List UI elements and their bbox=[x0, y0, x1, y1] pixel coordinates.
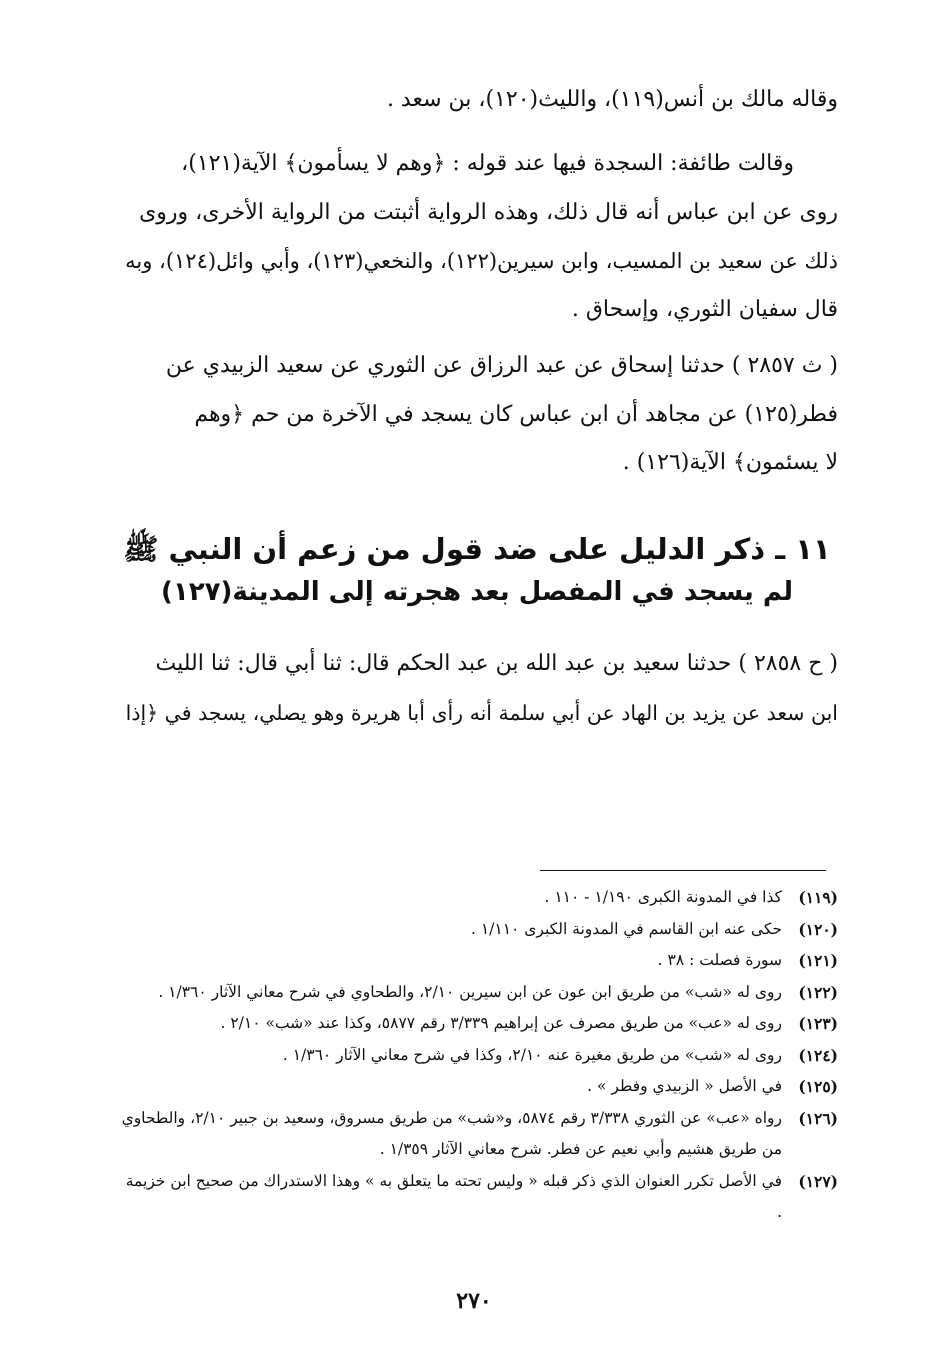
footnote-item bbox=[116, 914, 838, 946]
footnote-item bbox=[116, 945, 838, 977]
paragraph-line: روى عن ابن عباس أنه قال ذلك، وهذه الرواية أثبتت من الرواية الأخرى، وروى bbox=[139, 199, 838, 225]
page-number: ٢٧٠ bbox=[456, 1288, 492, 1314]
footnote-number: (١٢٠) bbox=[798, 919, 838, 939]
footnote-text: روى له «شب» من طريق مغيرة عنه ٢/١٠، وكذا في شرح معاني الآثار ١/٣٦٠ . bbox=[282, 1045, 782, 1064]
footnote-text: روى له «شب» من طريق ابن عون عن ابن سيرين ٢/١٠، والطحاوي في شرح معاني الآثار ١/٣٦٠ . bbox=[158, 982, 782, 1001]
section-heading bbox=[116, 526, 838, 612]
footnote-text: كذا في المدونة الكبرى ١/١٩٠ - ١١٠ . bbox=[544, 888, 782, 906]
paragraph-3-hadith bbox=[116, 342, 838, 488]
paragraph-line: ( ح ٢٨٥٨ ) حدثنا سعيد بن عبد الله بن عبد الحكم قال: ثنا أبي قال: ثنا الليث bbox=[155, 651, 838, 676]
footnote-text: روى له «عب» من طريق مصرف عن إبراهيم ٣/٣٣٩ رقم ٥٨٧٧، وكذا عند «شب» ٢/١٠ . bbox=[220, 1014, 782, 1032]
paragraph-4-hadith bbox=[116, 640, 838, 737]
footnote-number: (١٢٣) bbox=[798, 1014, 838, 1033]
paragraph-line: قال سفيان الثوري، وإسحاق . bbox=[571, 296, 838, 322]
footnote-text: سورة فصلت : ٣٨ . bbox=[657, 951, 782, 969]
footnote-item bbox=[116, 1103, 838, 1166]
paragraph-line: ( ث ٢٨٥٧ ) حدثنا إسحاق عن عبد الرزاق عن الثوري عن سعيد الزبيدي عن bbox=[165, 353, 838, 378]
footnote-number: (١٢٥) bbox=[798, 1077, 838, 1096]
footnote-text: في الأصل تكرر العنوان الذي ذكر قبله « وليس تحته ما يتعلق به » وهذا الاستدراك من صحيح ابن خزيمة . bbox=[125, 1171, 782, 1221]
footnote-number: (١١٩) bbox=[798, 888, 838, 907]
footnote-number: (١٢١) bbox=[798, 951, 838, 970]
footnote-item bbox=[116, 1008, 838, 1040]
footnote-item bbox=[116, 1040, 838, 1072]
paragraph-2 bbox=[116, 140, 838, 334]
footnote-number: (١٢٦) bbox=[798, 1108, 838, 1128]
paragraph-line: ابن سعد عن يزيد بن الهاد عن أبي سلمة أنه رأى أبا هريرة وهو يصلي، يسجد في ﴿إذا bbox=[125, 700, 838, 725]
heading-line-1: ١١ ـ ذكر الدليل على ضد قول من زعم أن النبي ﷺ bbox=[123, 532, 831, 566]
footnote-item bbox=[116, 882, 838, 914]
footnote-text: رواه «عب» عن الثوري ٣/٣٣٨ رقم ٥٨٧٤، و«شب» من طريق مسروق، وسعيد بن جبير ٢/١٠، والطحاوي من طريق هشيم وأبي نعيم عن فطر. شرح معاني الآثار ١/٣٥٩ . bbox=[121, 1108, 782, 1158]
paragraph-line: ذلك عن سعيد بن المسيب، وابن سيرين(١٢٢)، والنخعي(١٢٣)، وأبي وائل(١٢٤)، وبه bbox=[125, 249, 838, 273]
footnote-number: (١٢٧) bbox=[798, 1171, 838, 1191]
paragraph-1 bbox=[116, 76, 838, 125]
footnote-divider bbox=[540, 870, 826, 871]
paragraph-line: لا يسئمون﴾ الآية(١٢٦) . bbox=[622, 450, 838, 475]
footnote-item bbox=[116, 1166, 838, 1229]
footnote-item bbox=[116, 977, 838, 1009]
footnote-number: (١٢٤) bbox=[798, 1045, 838, 1065]
footnote-text: في الأصل « الزبيدي وفطر » . bbox=[587, 1077, 782, 1095]
paragraph-line: وقالت طائفة: السجدة فيها عند قوله : ﴿وهم لا يسأمون﴾ الآية(١٢١)، bbox=[181, 151, 794, 176]
heading-line-2: لم يسجد في المفصل بعد هجرته إلى المدينة(١٢٧) bbox=[160, 577, 794, 607]
footnote-number: (١٢٢) bbox=[798, 982, 838, 1002]
footnotes-list bbox=[116, 882, 838, 1229]
footnote-item bbox=[116, 1071, 838, 1103]
footnote-text: حكى عنه ابن القاسم في المدونة الكبرى ١/١١٠ . bbox=[470, 919, 782, 938]
paragraph-line: فطر(١٢٥) عن مجاهد أن ابن عباس كان يسجد في الآخرة من حم ﴿وهم bbox=[194, 401, 838, 427]
paragraph-line: وقاله مالك بن أنس(١١٩)، والليث(١٢٠)، بن سعد . bbox=[386, 87, 838, 112]
